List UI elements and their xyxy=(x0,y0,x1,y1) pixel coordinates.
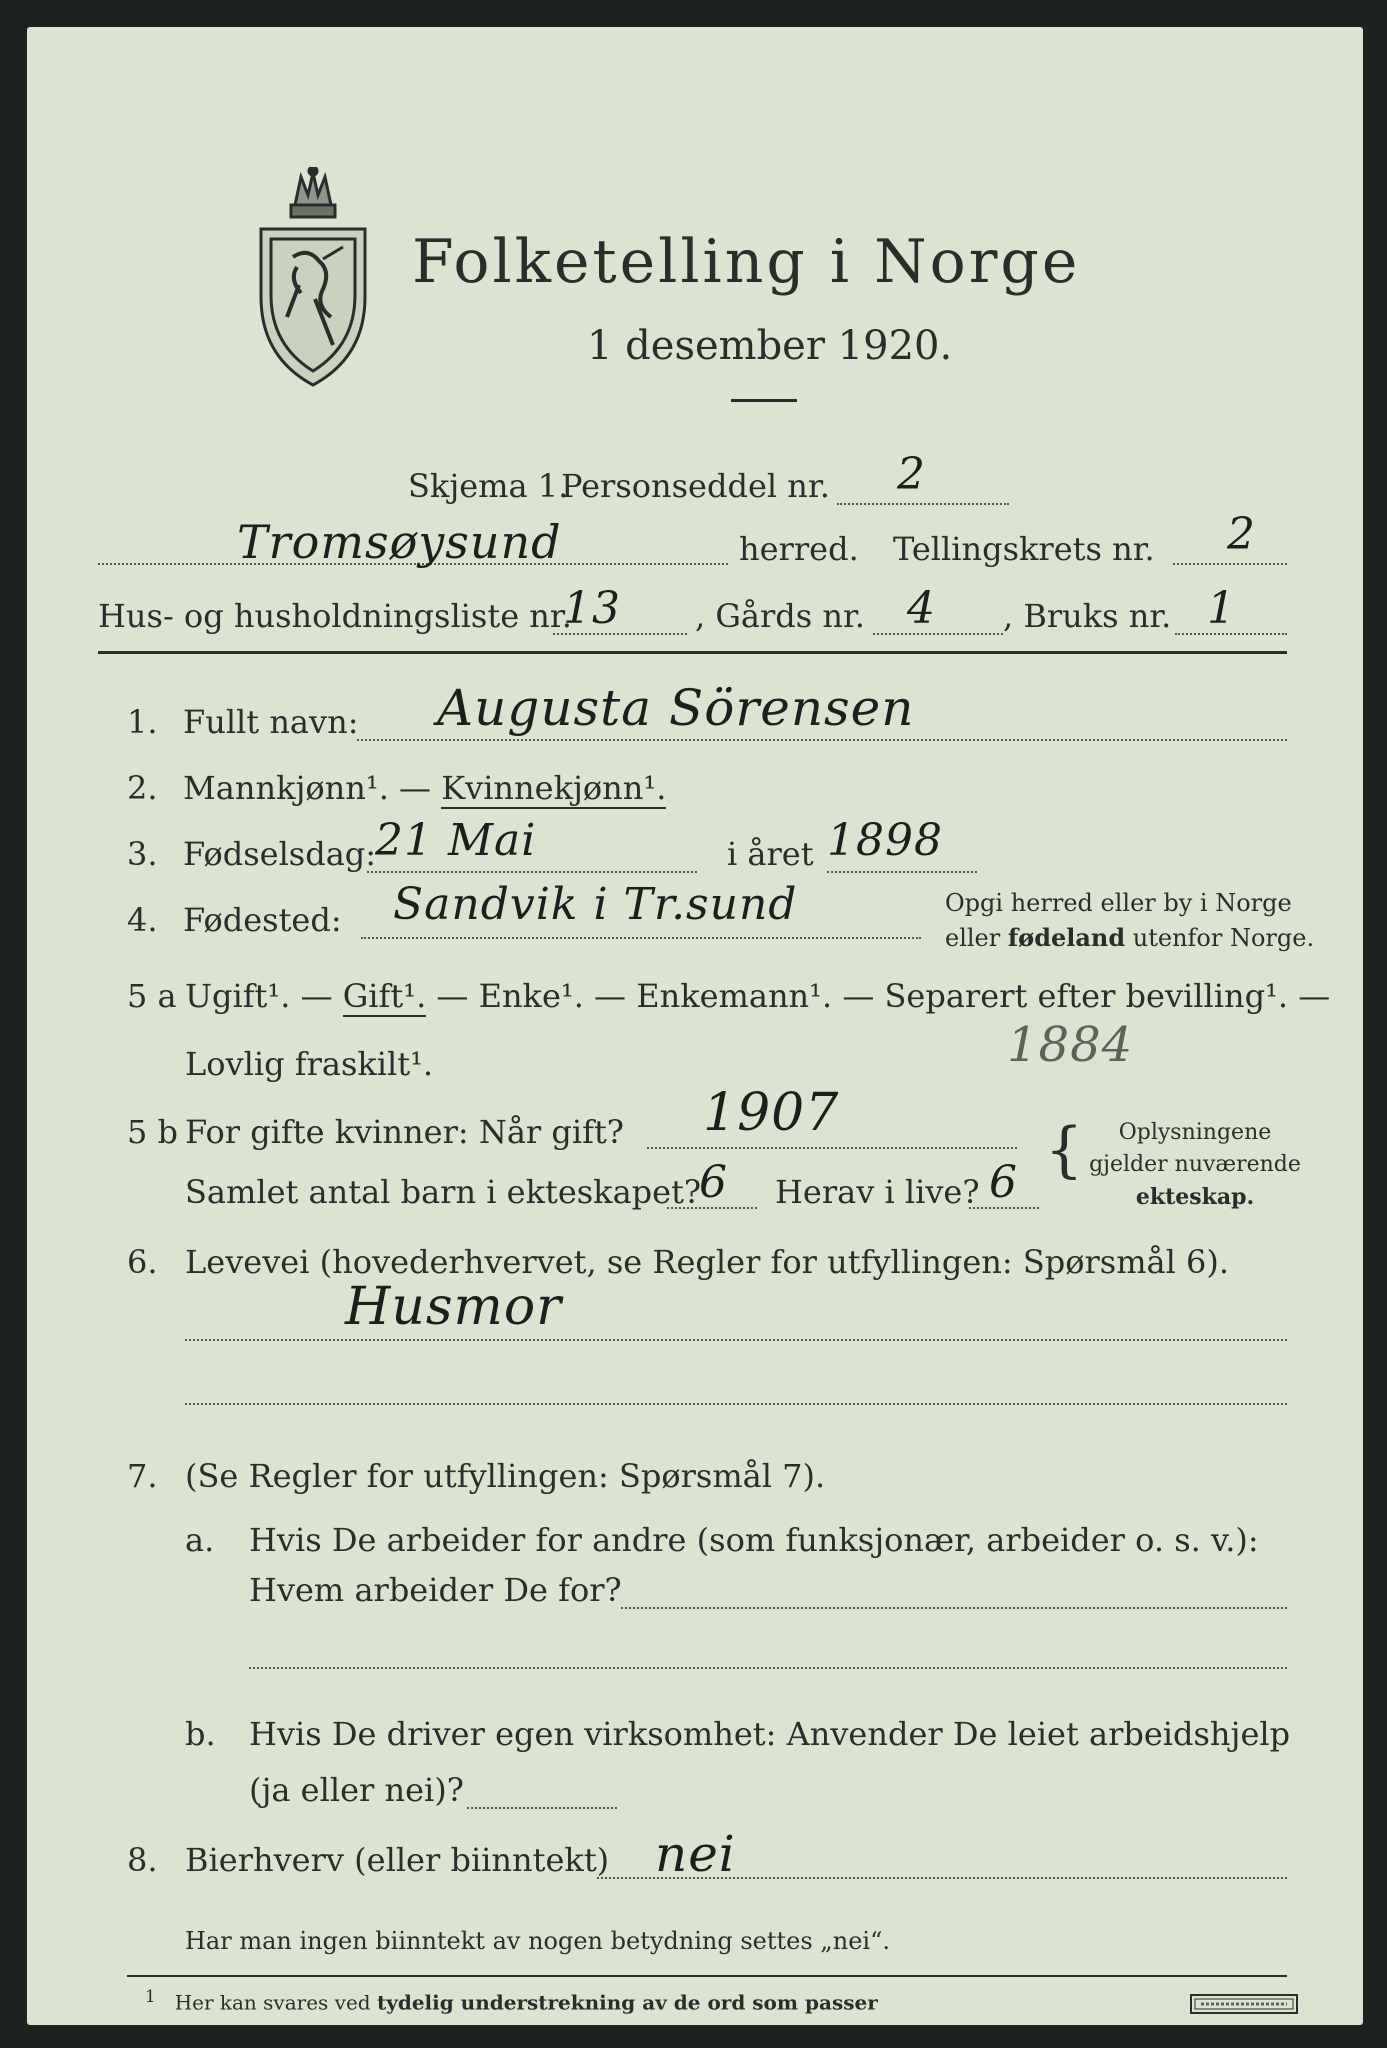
gards-label: , Gårds nr. xyxy=(695,597,865,635)
marital-status-options: Ugift¹. — Gift¹. — Enke¹. — Enkemann¹. — Separert efter bevilling¹. — xyxy=(185,977,1331,1015)
year-label: i året xyxy=(727,835,814,873)
sex-options: Mannkjønn¹. — Kvinnekjønn¹. xyxy=(183,769,667,807)
employer-field[interactable] xyxy=(621,1607,1287,1609)
enkemann-option[interactable]: Enkemann¹. xyxy=(636,977,833,1015)
birthplace-note-line1: Opgi herred eller by i Norge xyxy=(945,889,1292,917)
personseddel-label: Personseddel nr. xyxy=(561,467,830,505)
birthday-value: 21 Mai xyxy=(375,815,537,866)
title-divider xyxy=(731,399,797,402)
form-date: 1 desember 1920. xyxy=(587,323,953,369)
birthplace-note-line2: eller fødeland utenfor Norge. xyxy=(945,923,1315,952)
fraskilt-option[interactable]: Lovlig fraskilt¹. xyxy=(185,1045,434,1083)
footer-divider xyxy=(127,1975,1287,1977)
tellingskrets-value: 2 xyxy=(1227,509,1256,560)
birth-year-value: 1898 xyxy=(827,815,943,866)
enke-option[interactable]: Enke¹. xyxy=(478,977,584,1015)
tellingskrets-field[interactable] xyxy=(1173,563,1287,565)
separert-option[interactable]: Separert efter bevilling¹. xyxy=(884,977,1289,1015)
hus-label: Hus- og husholdningsliste nr. xyxy=(98,597,572,635)
alive-label: Herav i live? xyxy=(775,1173,980,1211)
occupation-field[interactable] xyxy=(185,1339,1287,1341)
q3-label: Fødselsdag: xyxy=(183,835,377,873)
q7b-line2: (ja eller nei)? xyxy=(249,1771,464,1809)
married-year-value: 1907 xyxy=(703,1083,840,1143)
side-income-value: nei xyxy=(655,1825,736,1883)
birthday-field[interactable] xyxy=(367,871,697,873)
q8-number: 8. xyxy=(127,1841,158,1879)
printer-stamp-icon xyxy=(1189,1993,1299,2015)
married-year-field[interactable] xyxy=(647,1147,1017,1149)
children-label: Samlet antal barn i ekteskapet? xyxy=(185,1173,702,1211)
census-form xyxy=(27,27,1363,2025)
q4-number: 4. xyxy=(127,901,158,939)
employer-field-line2[interactable] xyxy=(249,1667,1287,1669)
q7-number: 7. xyxy=(127,1457,158,1495)
herred-value: Tromsøysund xyxy=(237,515,562,569)
birth-year-field[interactable] xyxy=(827,871,977,873)
gards-value: 4 xyxy=(907,583,936,634)
full-name-field[interactable] xyxy=(357,739,1287,741)
q7a-letter: a. xyxy=(185,1521,215,1559)
occupation-value: Husmor xyxy=(345,1277,562,1337)
q6-label: Levevei (hovederhvervet, se Regler for utfyllingen: Spørsmål 6). xyxy=(185,1243,1230,1281)
q8-label: Bierhverv (eller biinntekt) xyxy=(185,1841,610,1879)
female-option-underlined[interactable]: Kvinnekjønn¹. xyxy=(441,769,667,807)
q7b-letter: b. xyxy=(185,1715,216,1753)
alive-value: 6 xyxy=(989,1157,1018,1208)
male-option[interactable]: Mannkjønn¹. xyxy=(183,769,389,807)
brace-symbol: { xyxy=(1045,1115,1084,1185)
children-value: 6 xyxy=(699,1157,728,1208)
tellingskrets-label: Tellingskrets nr. xyxy=(893,530,1155,568)
q7a-line2: Hvem arbeider De for? xyxy=(249,1571,622,1609)
q2-number: 2. xyxy=(127,769,158,807)
birthplace-field[interactable] xyxy=(361,937,921,939)
q5b-label: For gifte kvinner: Når gift? xyxy=(185,1113,624,1151)
q7a-line1: Hvis De arbeider for andre (som funksjonær, arbeider o. s. v.): xyxy=(249,1521,1259,1559)
full-name-value: Augusta Sörensen xyxy=(437,679,915,737)
footnote: $^1$ Her kan svares ved tydelig understrekning av de ord som passer xyxy=(145,1987,878,2015)
footer-note: Har man ingen biinntekt av nogen betydning settes „nei“. xyxy=(185,1927,890,1955)
birthplace-value: Sandvik i Tr.sund xyxy=(393,879,798,930)
q7-label: (Se Regler for utfyllingen: Spørsmål 7). xyxy=(185,1457,826,1495)
q5a-number: 5 a xyxy=(127,977,177,1015)
q1-number: 1. xyxy=(127,703,158,741)
hus-value: 13 xyxy=(563,583,621,634)
q3-number: 3. xyxy=(127,835,158,873)
personseddel-field[interactable] xyxy=(837,503,1009,505)
q4-label: Fødested: xyxy=(183,901,342,939)
form-title: Folketelling i Norge xyxy=(412,227,1081,297)
herred-label: herred. xyxy=(739,530,859,568)
margin-year-note: 1884 xyxy=(1007,1017,1134,1073)
ugift-option[interactable]: Ugift¹. xyxy=(185,977,291,1015)
schema-label: Skjema 1. xyxy=(408,467,569,505)
marriage-note: Oplysningene gjelder nuværende ekteskap. xyxy=(1089,1120,1301,1210)
gift-option-underlined[interactable]: Gift¹. xyxy=(342,977,427,1015)
q5b-number: 5 b xyxy=(127,1113,179,1151)
bruks-value: 1 xyxy=(1207,583,1236,634)
norway-coat-of-arms-icon xyxy=(253,167,373,389)
bruks-label: , Bruks nr. xyxy=(1003,597,1172,635)
q1-label: Fullt navn: xyxy=(183,703,359,741)
q6-number: 6. xyxy=(127,1243,158,1281)
q7b-line1: Hvis De driver egen virksomhet: Anvender De leiet arbeidshjelp xyxy=(249,1715,1291,1753)
hired-help-field[interactable] xyxy=(467,1807,617,1809)
personseddel-value: 2 xyxy=(897,449,926,500)
section-divider xyxy=(98,651,1287,654)
occupation-field-line2[interactable] xyxy=(185,1403,1287,1405)
gards-field[interactable] xyxy=(873,633,1003,635)
